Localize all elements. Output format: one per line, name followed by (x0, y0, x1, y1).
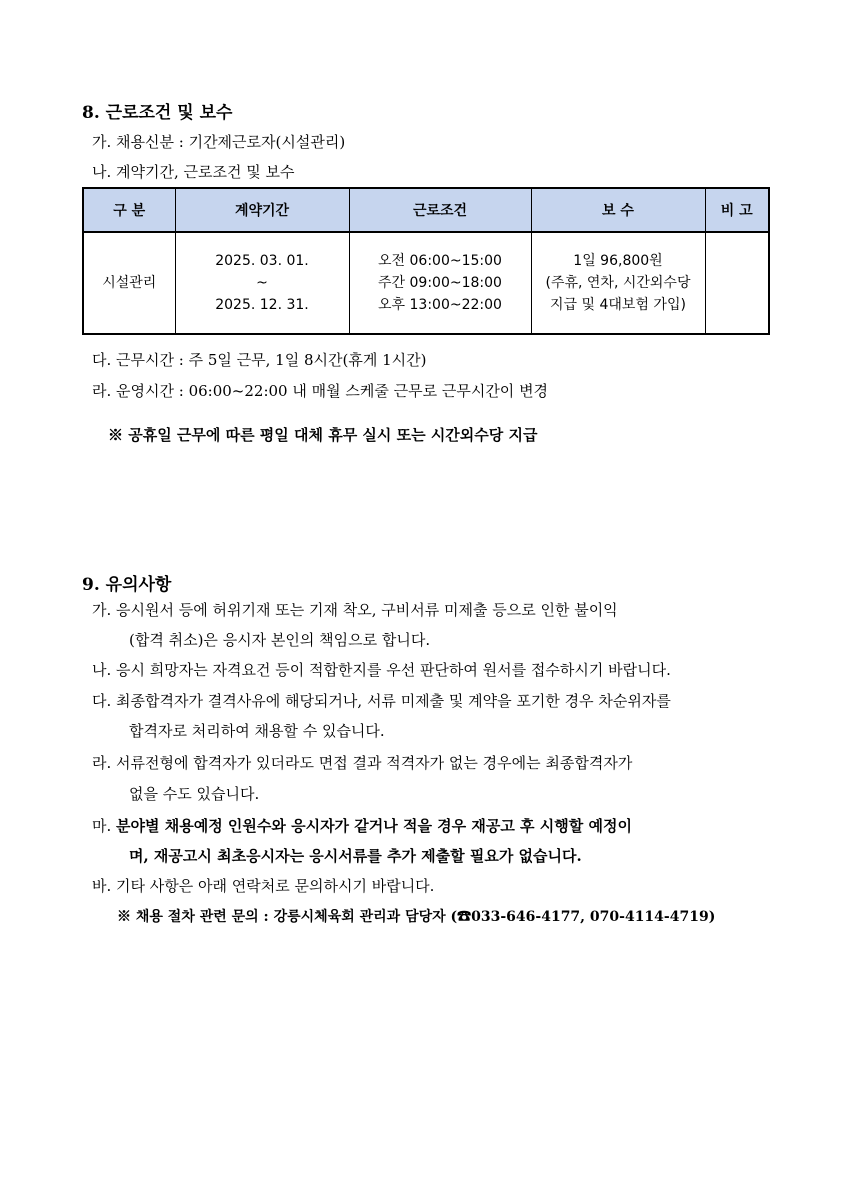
section-8-title: 8. 근로조건 및 보수 (82, 103, 233, 123)
header-conditions: 근로조건 (349, 188, 531, 232)
period-separator: ~ (256, 275, 268, 291)
s9-contact-notice: ※ 채용 절차 관련 문의 : 강릉시체육회 관리과 담당자 (☎033-646-4177, 070-4114-4719) (117, 909, 716, 925)
header-period: 계약기간 (175, 188, 349, 232)
work-conditions-table (82, 187, 770, 335)
s9-item-ra-line1: 라. 서류전형에 합격자가 있더라도 면접 결과 적격자가 없는 경우에는 최종합격자가 (92, 754, 633, 772)
period-end: 2025. 12. 31. (215, 297, 309, 313)
pay-daily: 1일 96,800원 (573, 253, 663, 269)
s9-item-ba: 바. 기타 사항은 아래 연락처로 문의하시기 바랍니다. (92, 877, 435, 895)
s9-item-na: 나. 응시 희망자는 자격요건 등이 적합한지를 우선 판단하여 원서를 접수하시기 바랍니다. (92, 661, 671, 679)
s9-item-ma-line2: 며, 재공고시 최초응시자는 응시서류를 추가 제출할 필요가 없습니다. (129, 847, 582, 865)
s9-item-ra-line2: 없을 수도 있습니다. (129, 785, 260, 803)
s8-item-da: 다. 근무시간 : 주 5일 근무, 1일 8시간(휴게 1시간) (92, 351, 427, 369)
cell-period (175, 232, 349, 334)
s9-item-da-line2: 합격자로 처리하여 채용할 수 있습니다. (129, 722, 385, 740)
cell-note (705, 232, 769, 334)
cell-conditions (349, 232, 531, 334)
cell-pay (531, 232, 705, 334)
s9-item-ma-line1 (92, 815, 632, 836)
table-header-row (83, 188, 769, 232)
period-start: 2025. 03. 01. (215, 253, 309, 269)
section-9-title: 9. 유의사항 (82, 575, 172, 595)
ma-bold-text: 분야별 채용예정 인원수와 응시자가 같거나 적을 경우 재공고 후 시행할 예정이 (116, 817, 632, 835)
shift-morning: 오전 06:00~15:00 (378, 253, 502, 269)
s8-item-ga: 가. 채용신분 : 기간제근로자(시설관리) (92, 133, 346, 151)
header-pay: 보 수 (531, 188, 705, 232)
s8-item-na: 나. 계약기간, 근로조건 및 보수 (92, 163, 295, 181)
s9-item-ga-line1: 가. 응시원서 등에 허위기재 또는 기재 착오, 구비서류 미제출 등으로 인한 불이익 (92, 601, 618, 619)
header-note: 비 고 (705, 188, 769, 232)
cell-category: 시설관리 (83, 232, 175, 334)
pay-detail-1: (주휴, 연차, 시간외수당 (545, 275, 691, 291)
ma-prefix: 마. (92, 817, 117, 835)
s8-item-ra: 라. 운영시간 : 06:00~22:00 내 매월 스케줄 근무로 근무시간이 변경 (92, 382, 549, 400)
shift-afternoon: 오후 13:00~22:00 (378, 297, 502, 313)
shift-day: 주간 09:00~18:00 (378, 275, 502, 291)
pay-detail-2: 지급 및 4대보험 가입) (550, 297, 686, 313)
header-category: 구 분 (83, 188, 175, 232)
s9-item-ga-line2: (합격 취소)은 응시자 본인의 책임으로 합니다. (129, 631, 431, 649)
table-row (83, 232, 769, 334)
s9-item-da-line1: 다. 최종합격자가 결격사유에 해당되거나, 서류 미제출 및 계약을 포기한 경우 차순위자를 (92, 692, 671, 710)
s8-notice: ※ 공휴일 근무에 따른 평일 대체 휴무 실시 또는 시간외수당 지급 (108, 426, 538, 444)
